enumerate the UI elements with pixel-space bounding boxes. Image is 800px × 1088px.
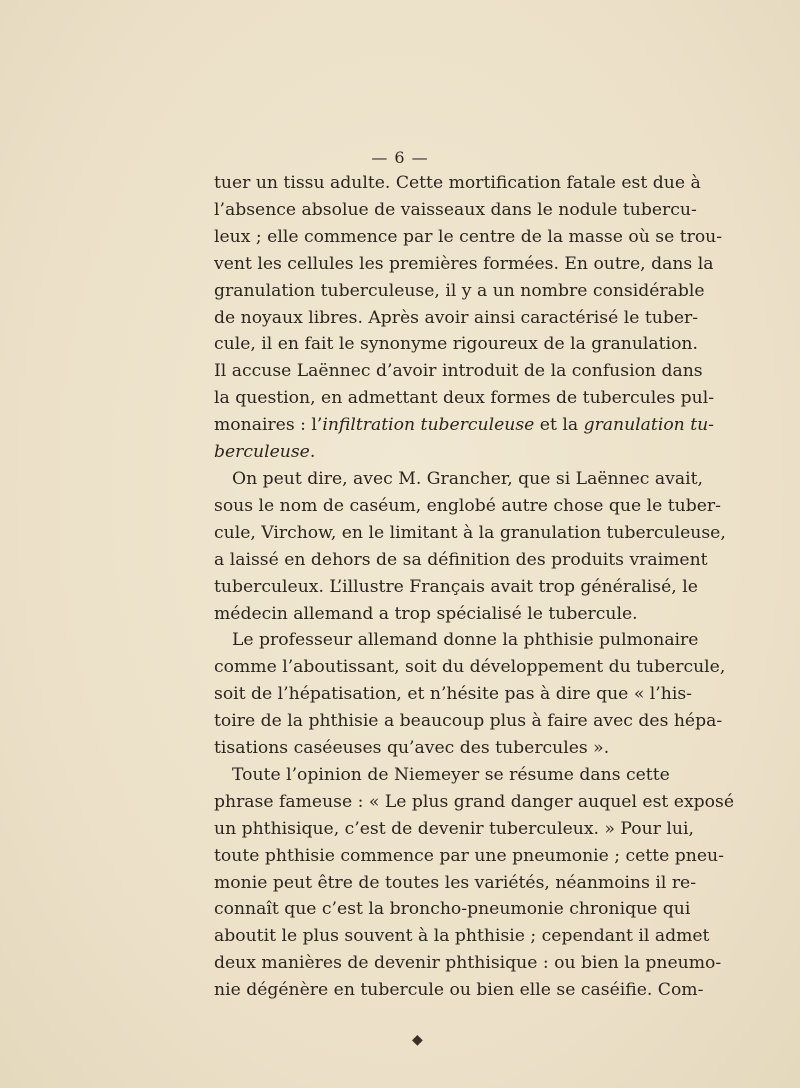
text-line bbox=[214, 331, 698, 358]
text-run: granulation tuberculeuse, il y a un nombre considérable bbox=[214, 280, 705, 301]
text-run: soit de l’hépatisation, et n’hésite pas à dire que « l’his- bbox=[214, 684, 692, 705]
text-line bbox=[214, 708, 723, 735]
text-run: vent les cellules les premières formées. En outre, dans la bbox=[214, 253, 714, 274]
text-run: cule, il en fait le synonyme rigoureux de la granulation. bbox=[214, 334, 698, 355]
text-run: la question, en admettant deux formes de tubercules pul- bbox=[214, 388, 715, 409]
text-run: aboutit le plus souvent à la phthisie ; cependant il admet bbox=[214, 926, 710, 947]
italic-text: berculeuse bbox=[214, 442, 310, 463]
text-run: leux ; elle commence par le centre de la masse où se trou- bbox=[214, 226, 723, 247]
text-line bbox=[214, 278, 705, 305]
text-line bbox=[214, 466, 703, 493]
text-run: monaires : l’ bbox=[214, 415, 323, 436]
text-run: sous le nom de caséum, englobé autre chose que le tuber- bbox=[214, 495, 721, 516]
text-line bbox=[214, 681, 692, 708]
text-run: On peut dire, avec M. Grancher, que si Laënnec avait, bbox=[232, 468, 703, 489]
text-line bbox=[214, 601, 650, 628]
italic-text: granulation tu- bbox=[583, 415, 714, 436]
text-run: tisations caséeuses qu’avec des tubercules ». bbox=[214, 738, 610, 759]
text-run: un phthisique, c’est de devenir tuberculeux. » Pour lui, bbox=[214, 818, 694, 839]
text-run: connaît que c’est la broncho-pneumonie chronique qui bbox=[214, 899, 691, 920]
text-line bbox=[214, 654, 726, 681]
text-line bbox=[214, 412, 714, 439]
body-text bbox=[214, 170, 734, 1004]
text-line bbox=[214, 493, 721, 520]
text-run: a laissé en dehors de sa définition des produits vraiment bbox=[214, 549, 708, 570]
text-line bbox=[214, 385, 715, 412]
text-run: l’absence absolue de vaisseaux dans le nodule tubercu- bbox=[214, 199, 697, 220]
text-run: tuberculeux. L’illustre Français avait trop généralisé, le bbox=[214, 576, 698, 597]
text-run: . bbox=[309, 442, 316, 463]
text-line bbox=[214, 627, 699, 654]
text-run: nie dégénère en tubercule ou bien elle se caséifie. Com- bbox=[214, 980, 704, 1001]
text-line bbox=[214, 305, 699, 332]
text-run: deux manières de devenir phthisique : ou bien la pneumo- bbox=[214, 953, 722, 974]
text-line bbox=[214, 224, 723, 251]
text-run: Le professeur allemand donne la phthisie pulmonaire bbox=[232, 630, 699, 651]
text-run: tuer un tissu adulte. Cette mortification fatale est due à bbox=[214, 173, 701, 193]
text-run: toire de la phthisie a beaucoup plus à faire avec des hépa- bbox=[214, 711, 723, 732]
text-line bbox=[214, 816, 694, 843]
text-run: de noyaux libres. Après avoir ainsi caractérisé le tuber- bbox=[214, 307, 699, 328]
text-line bbox=[214, 923, 710, 950]
text-line bbox=[214, 439, 650, 466]
text-run: Toute l’opinion de Niemeyer se résume dans cette bbox=[232, 764, 670, 785]
text-line bbox=[214, 977, 704, 1004]
italic-text: infiltration tuberculeuse bbox=[322, 415, 535, 436]
text-line bbox=[214, 870, 697, 897]
text-line bbox=[214, 170, 701, 197]
page-number: — 6 — bbox=[371, 148, 429, 167]
text-run: toute phthisie commence par une pneumonie ; cette pneu- bbox=[214, 845, 724, 866]
text-run: et la bbox=[534, 415, 584, 436]
text-line bbox=[214, 950, 722, 977]
text-run: comme l’aboutissant, soit du développement du tubercule, bbox=[214, 657, 726, 678]
text-line bbox=[214, 789, 734, 816]
text-line bbox=[214, 896, 691, 923]
text-line bbox=[214, 251, 714, 278]
text-run: médecin allemand a trop spécialisé le tubercule. bbox=[214, 603, 638, 624]
text-run: cule, Virchow, en le limitant à la granulation tuberculeuse, bbox=[214, 522, 726, 543]
text-run: monie peut être de toutes les variétés, néanmoins il re- bbox=[214, 872, 697, 893]
text-line bbox=[214, 574, 698, 601]
ornament-icon: ◆ bbox=[412, 1032, 423, 1048]
text-line bbox=[214, 762, 670, 789]
text-line bbox=[214, 843, 724, 870]
text-line bbox=[214, 735, 650, 762]
text-line bbox=[214, 358, 703, 385]
text-line bbox=[214, 520, 726, 547]
text-line bbox=[214, 547, 708, 574]
text-run: phrase fameuse : « Le plus grand danger auquel est exposé bbox=[214, 791, 734, 812]
text-line bbox=[214, 197, 697, 224]
text-run: Il accuse Laënnec d’avoir introduit de la confusion dans bbox=[214, 361, 703, 382]
